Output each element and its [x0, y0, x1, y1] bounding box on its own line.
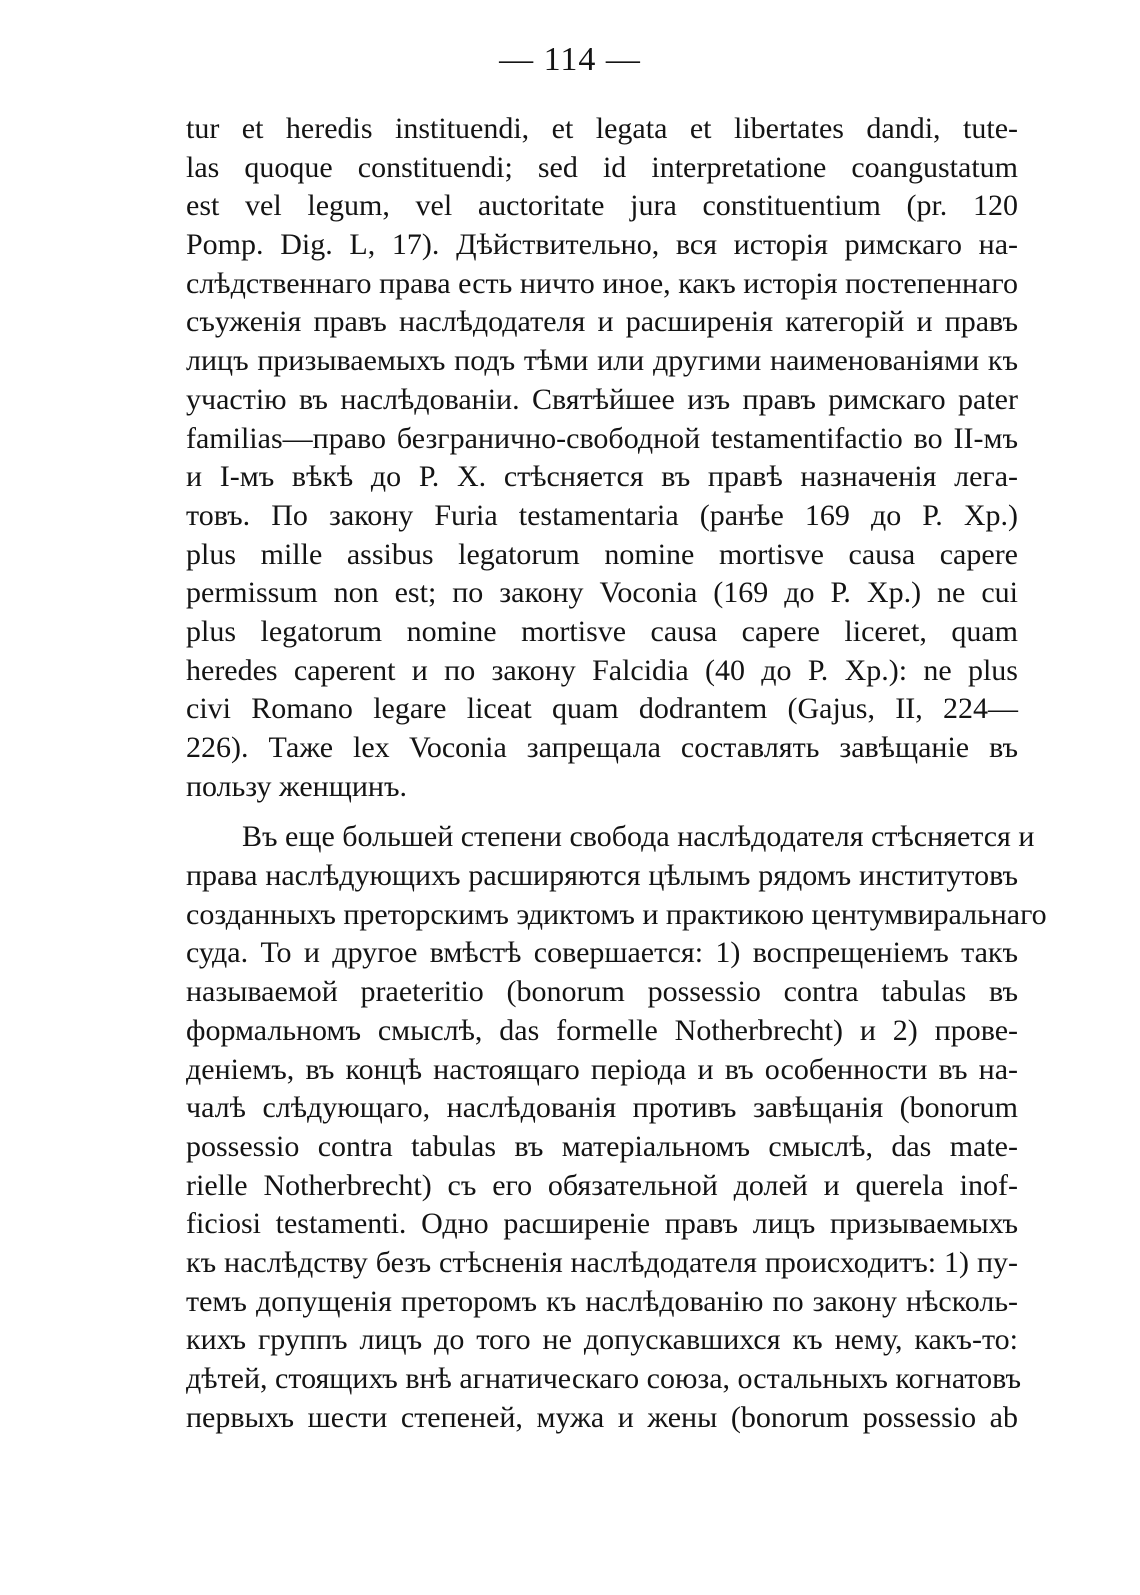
text-line: familias—право безгранично-свободной testamentifactio во II-мъ: [186, 421, 1018, 455]
text-line: деніемъ, въ концѣ настоящаго періода и въ особенности въ на-: [186, 1052, 1018, 1086]
text-line: 226). Таже lex Voconia запрещала составлять завѣщаніе въ: [186, 731, 1018, 764]
text-line: суда. То и другое вмѣстѣ совершается: 1) воспрещеніемъ такъ: [186, 936, 1018, 970]
paragraph-1: [186, 110, 1018, 806]
text-line: Pomp. Dig. L, 17). Дѣйствительно, вся исторія римскаго на-: [186, 228, 1018, 262]
text-line: формальномъ смыслѣ, das formelle Notherbrecht) и 2) прове-: [186, 1013, 1018, 1047]
text-line: дѣтей, стоящихъ внѣ агнатическаго союза, остальныхъ когнатовъ: [186, 1362, 1022, 1395]
text-line: называемой praeteritio (bonorum possessio contra tabulas въ: [186, 975, 1018, 1009]
text-line: ficiosi testamenti. Одно расширеніе правъ лицъ призываемыхъ: [186, 1207, 1018, 1241]
text-line: plus mille assibus legatorum nomine mortisve causa capere: [186, 537, 1018, 571]
text-line: и I-мъ вѣкѣ до Р. X. стѣсняется въ правѣ назначенія лега-: [186, 460, 1018, 494]
text-line: plus legatorum nomine mortisve causa capere liceret, quam: [186, 614, 1018, 648]
text-line: съуженія правъ наслѣдодателя и расширенія категорій и правъ: [186, 305, 1018, 339]
text-line: rielle Notherbrecht) съ его обязательной долей и querela inof-: [186, 1168, 1018, 1202]
text-line: первыхъ шести степеней, мужа и жены (bonorum possessio ab: [186, 1400, 1018, 1434]
text-line: est vel legum, vel auctoritate jura constituentium (pr. 120: [186, 189, 1018, 223]
text-line: темъ допущенія преторомъ къ наслѣдованію по закону нѣсколь-: [186, 1284, 1018, 1318]
text-line: пользу женщинъ.: [186, 769, 407, 803]
page-number: — 114 —: [499, 41, 641, 78]
text-line: права наслѣдующихъ расширяются цѣлымъ рядомъ институтовъ: [186, 859, 1018, 893]
text-line: товъ. По закону Furia testamentaria (ранѣе 169 до Р. Хр.): [186, 498, 1018, 532]
text-line: созданныхъ преторскимъ эдиктомъ и практикою центумвиральнаго: [186, 897, 1047, 931]
text-line: лицъ призываемыхъ подъ тѣми или другими наименованіями къ: [186, 344, 1018, 378]
text-line: чалѣ слѣдующаго, наслѣдованія противъ завѣщанія (bonorum: [186, 1091, 1018, 1125]
text-line: слѣдственнаго права есть ничто иное, какъ исторія постепеннаго: [186, 266, 1018, 300]
text-line: permissum non est; по закону Voconia (169 до Р. Хр.) ne cui: [186, 576, 1018, 610]
paragraph-2: [186, 818, 1047, 1437]
text-line: possessio contra tabulas въ матеріальномъ смыслѣ, das mate-: [186, 1129, 1018, 1163]
text-line: heredes caperent и по закону Falcidia (40 до Р. Хр.): ne plus: [186, 653, 1018, 687]
text-line: Въ еще большей степени свобода наслѣдодателя стѣсняется и: [242, 820, 1035, 854]
body-text: [186, 110, 1047, 1437]
text-line: кихъ группъ лицъ до того не допускавшихся къ нему, какъ-то:: [186, 1323, 1018, 1357]
text-line: las quoque constituendi; sed id interpretatione coangustatum: [186, 150, 1018, 184]
text-line: участію въ наслѣдованіи. Святѣйшее изъ правъ римскаго pater: [186, 382, 1018, 416]
text-line: къ наслѣдству безъ стѣсненія наслѣдодателя происходитъ: 1) пу-: [186, 1245, 1018, 1279]
text-line: civi Romano legare liceat quam dodrantem (Gajus, II, 224—: [186, 692, 1018, 726]
text-line: tur et heredis instituendi, et legata et libertates dandi, tute-: [186, 112, 1018, 145]
paragraph-gap: [186, 806, 1018, 818]
